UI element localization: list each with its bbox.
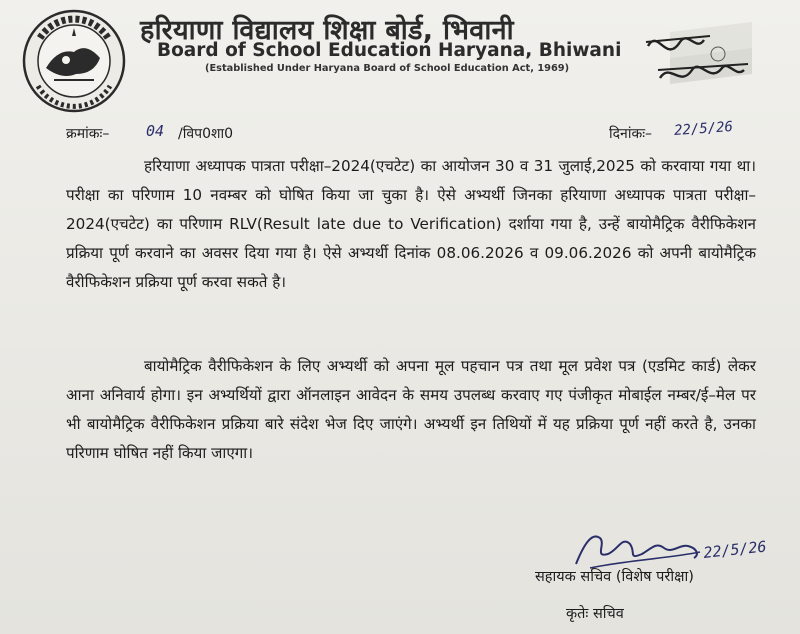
reference-line (66, 118, 766, 146)
vande-mataram-emblem-icon (640, 18, 760, 103)
establishment-note: (Established Under Haryana Board of School Education Act, 1969) (205, 63, 570, 74)
board-name-english: Board of School Education Haryana, Bhiwani (157, 40, 622, 61)
date-value: 22/5/26 (673, 118, 734, 140)
svg-text:22/5/26: 22/5/26 (702, 537, 768, 562)
date-label: दिनांकः– (609, 126, 653, 142)
reference-number: 04 (146, 122, 165, 140)
signatory-designation: सहायक सचिव (विशेष परीक्षा) (535, 569, 694, 585)
signatory-on-behalf: कृतेः सचिव (566, 606, 624, 622)
board-seal-icon (16, 8, 136, 114)
reference-label: क्रमांकः– (66, 126, 110, 142)
notice-paragraph-2: बायोमैट्रिक वैरीफिकेशन के लिए अभ्यर्थी को अपना मूल पहचान पत्र तथा मूल प्रवेश पत्र (एडमिट कार्ड) लेकर आना अनिवार्य होगा। इन अभ्यर्थियों द्वारा ऑनलाइन आवेदन के समय उपलब्ध करवाए गए पंजीकृत मोबाईल नम्बर/ई–मेल पर भी बायोमैट्रिक वैरीफिकेशन प्रक्रिया बारे संदेश भेज दिए जाएंगे। अभ्यर्थी इन तिथियों में यह प्रक्रिया पूर्ण नहीं करते है, उनका परिणाम घोषित नहीं किया जाएगा। (66, 357, 756, 462)
reference-department: /विप0शा0 (178, 126, 234, 142)
notice-paragraph-1: हरियाणा अध्यापक पात्रता परीक्षा–2024(एचटेट) का आयोजन 30 व 31 जुलाई,2025 को करवाया गया था। परीक्षा का परिणाम 10 नवम्बर को घोषित किया जा चुका है। ऐसे अभ्यर्थी जिनका हरियाणा अध्यापक पात्रता परीक्षा–2024(एचटेट) का परिणाम RLV(Result late due to Verification) दर्शाया गया है, उन्हें बायोमैट्रिक वैरीफिकेशन प्रक्रिया पूर्ण करवाने का अवसर दिया गया है। ऐसे अभ्यर्थी दिनांक 08.06.2026 व 09.06.2026 को अपनी बायोमैट्रिक वैरीफिकेशन प्रक्रिया पूर्ण करवा सकते है। (66, 157, 756, 291)
board-name-hindi: हरियाणा विद्यालय शिक्षा बोर्ड, भिवानी (140, 15, 514, 46)
